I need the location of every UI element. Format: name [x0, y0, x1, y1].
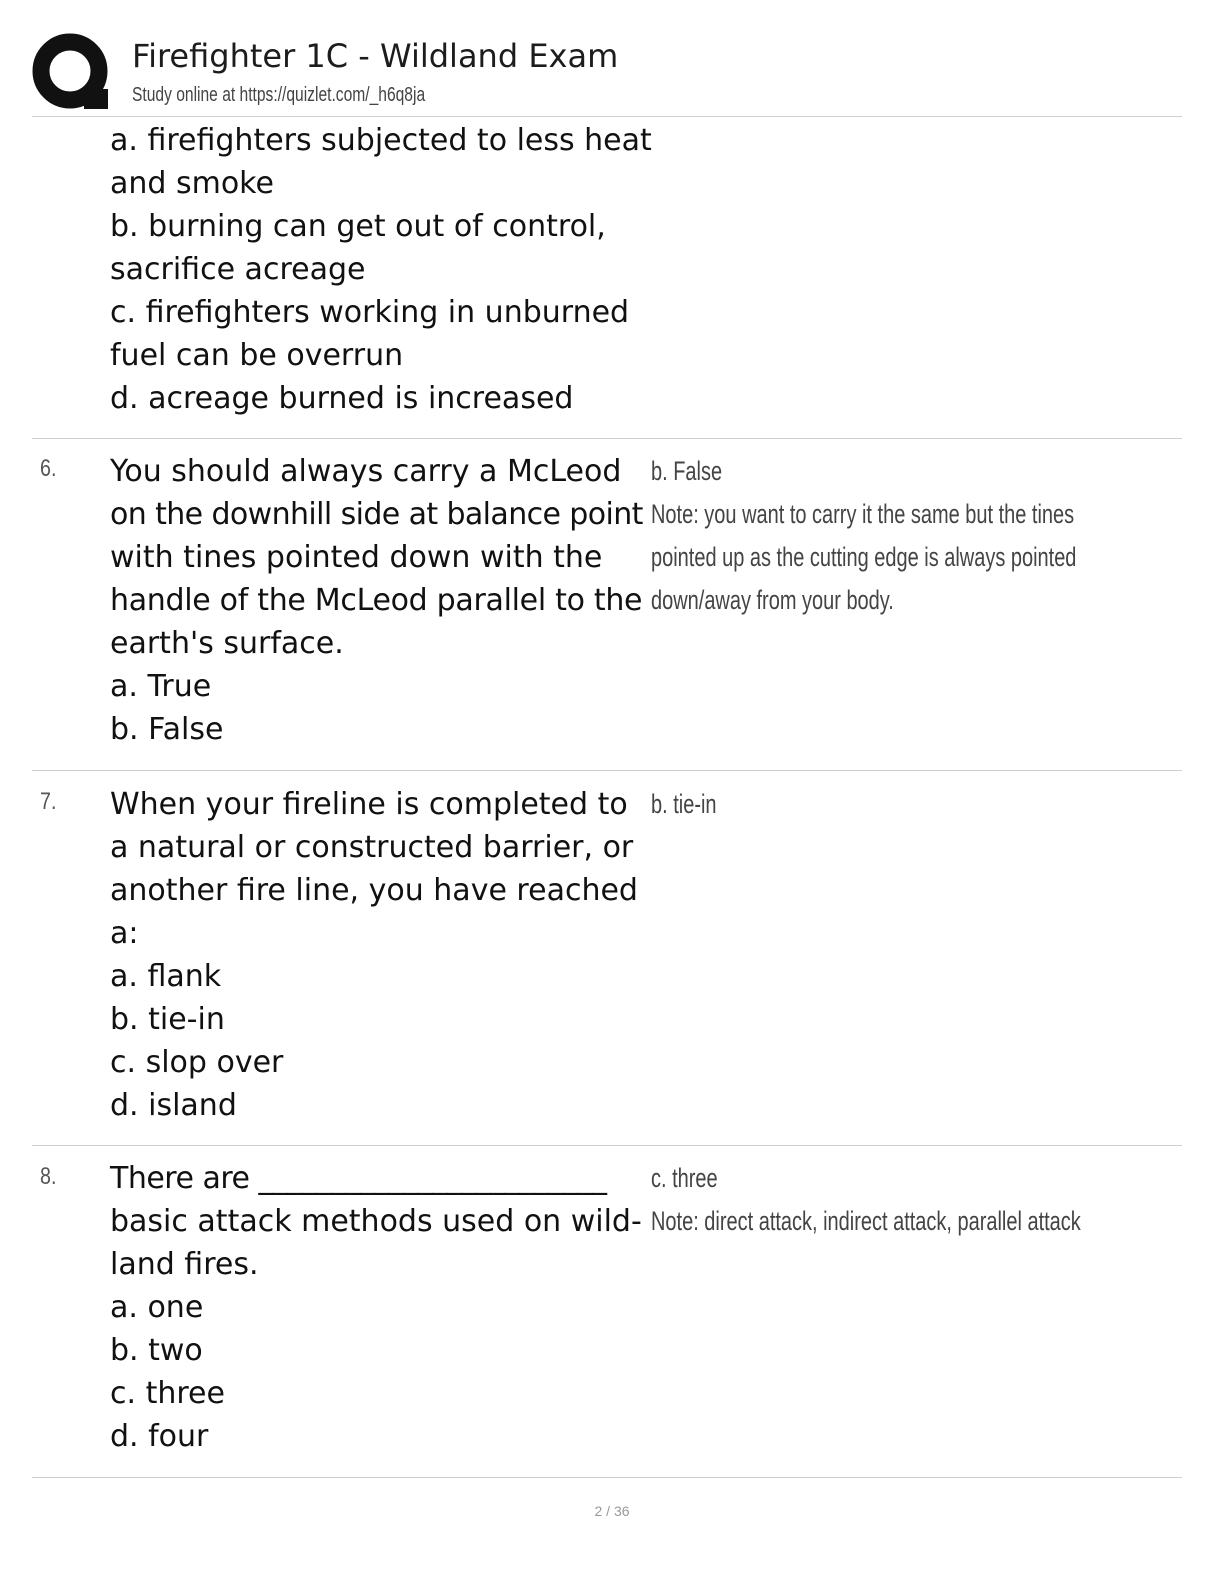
option-line: b. two	[110, 1333, 203, 1368]
option-line: c. firefighters working in unburned	[110, 295, 630, 330]
option-line: c. three	[110, 1376, 225, 1411]
page-header	[32, 28, 1182, 118]
question-divider	[32, 1145, 1182, 1146]
question-line: handle of the McLeod parallel to the	[110, 583, 643, 618]
question-divider	[32, 1477, 1182, 1478]
answer-note-line: pointed up as the cutting edge is always pointed	[651, 542, 1077, 572]
option-line: and smoke	[110, 166, 274, 201]
answer-line: b. False	[651, 456, 723, 486]
question-number: 8.	[40, 1163, 57, 1190]
study-online-link[interactable]: Study online at https://quizlet.com/_h6q8ja	[132, 84, 426, 106]
question-line: with tines pointed down with the	[110, 540, 603, 575]
header-divider	[32, 116, 1182, 117]
question-8-answer	[651, 1157, 1169, 1243]
question-7-text	[110, 783, 655, 1127]
option-line: b. tie-in	[110, 1002, 225, 1037]
question-6-answer	[651, 450, 1169, 622]
answer-line: c. three	[651, 1163, 718, 1193]
question-line: on the downhill side at balance point	[110, 497, 643, 532]
question-divider	[32, 770, 1182, 771]
question-number: 6.	[40, 455, 57, 482]
question-line: You should always carry a McLeod	[110, 454, 622, 489]
option-line: a. flank	[110, 959, 222, 994]
option-line: sacrifice acreage	[110, 252, 366, 287]
answer-line: b. tie-in	[651, 789, 717, 819]
answer-note-line: Note: you want to carry it the same but the tines	[651, 499, 1075, 529]
question-line: When your fireline is completed to	[110, 787, 628, 822]
option-line: c. slop over	[110, 1045, 284, 1080]
document-title: Firefighter 1C - Wildland Exam	[132, 37, 619, 75]
option-line: d. four	[110, 1419, 209, 1454]
question-line: another fire line, you have reached	[110, 873, 638, 908]
question-line: basic attack methods used on wild-	[110, 1204, 642, 1239]
option-line: d. island	[110, 1088, 237, 1123]
question-line: a:	[110, 916, 139, 951]
option-line: a. one	[110, 1290, 204, 1325]
question-line: earth's surface.	[110, 626, 344, 661]
option-line: a. firefighters subjected to less heat	[110, 123, 652, 158]
question-6-text	[110, 450, 655, 751]
quizlet-logo-icon	[32, 33, 112, 113]
question-8-text	[110, 1157, 655, 1458]
option-line: a. True	[110, 669, 212, 704]
question-line: land fires.	[110, 1247, 259, 1282]
answer-note-line: down/away from your body.	[651, 585, 894, 615]
question-line: a natural or constructed barrier, or	[110, 830, 634, 865]
option-line: b. False	[110, 712, 224, 747]
question-line: There are ________________________	[110, 1161, 607, 1196]
option-line: fuel can be overrun	[110, 338, 404, 373]
question-7-answer	[651, 783, 1169, 826]
option-line: d. acreage burned is increased	[110, 381, 574, 416]
page-number: 2 / 36	[594, 1503, 630, 1519]
question-divider	[32, 438, 1182, 439]
question-number: 7.	[40, 788, 57, 815]
option-line: b. burning can get out of control,	[110, 209, 606, 244]
answer-note-line: Note: direct attack, indirect attack, parallel attack	[651, 1206, 1081, 1236]
continued-question-options	[110, 119, 655, 420]
